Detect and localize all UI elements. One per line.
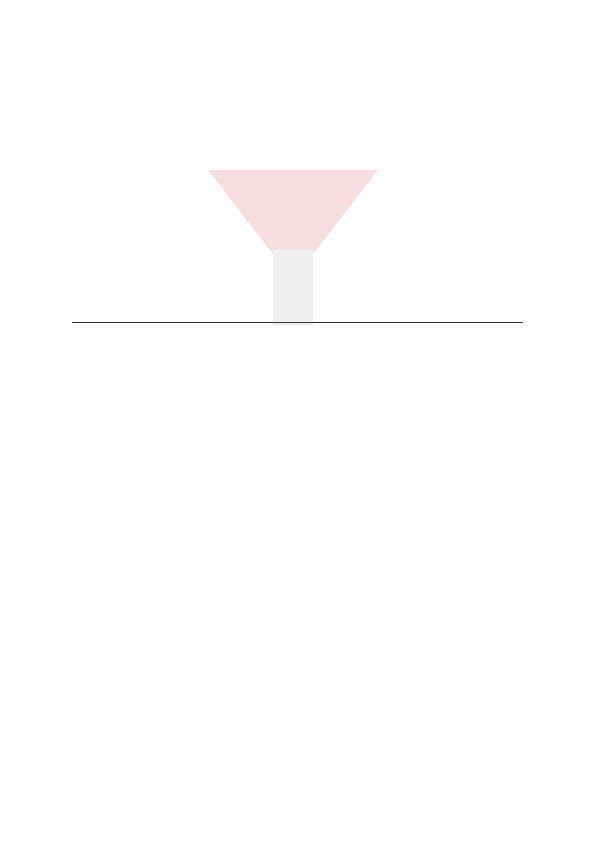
section-divider	[72, 322, 523, 323]
watermark-bottom-shape	[273, 250, 313, 325]
university-logo-watermark	[168, 140, 418, 330]
running-header	[48, 30, 547, 40]
